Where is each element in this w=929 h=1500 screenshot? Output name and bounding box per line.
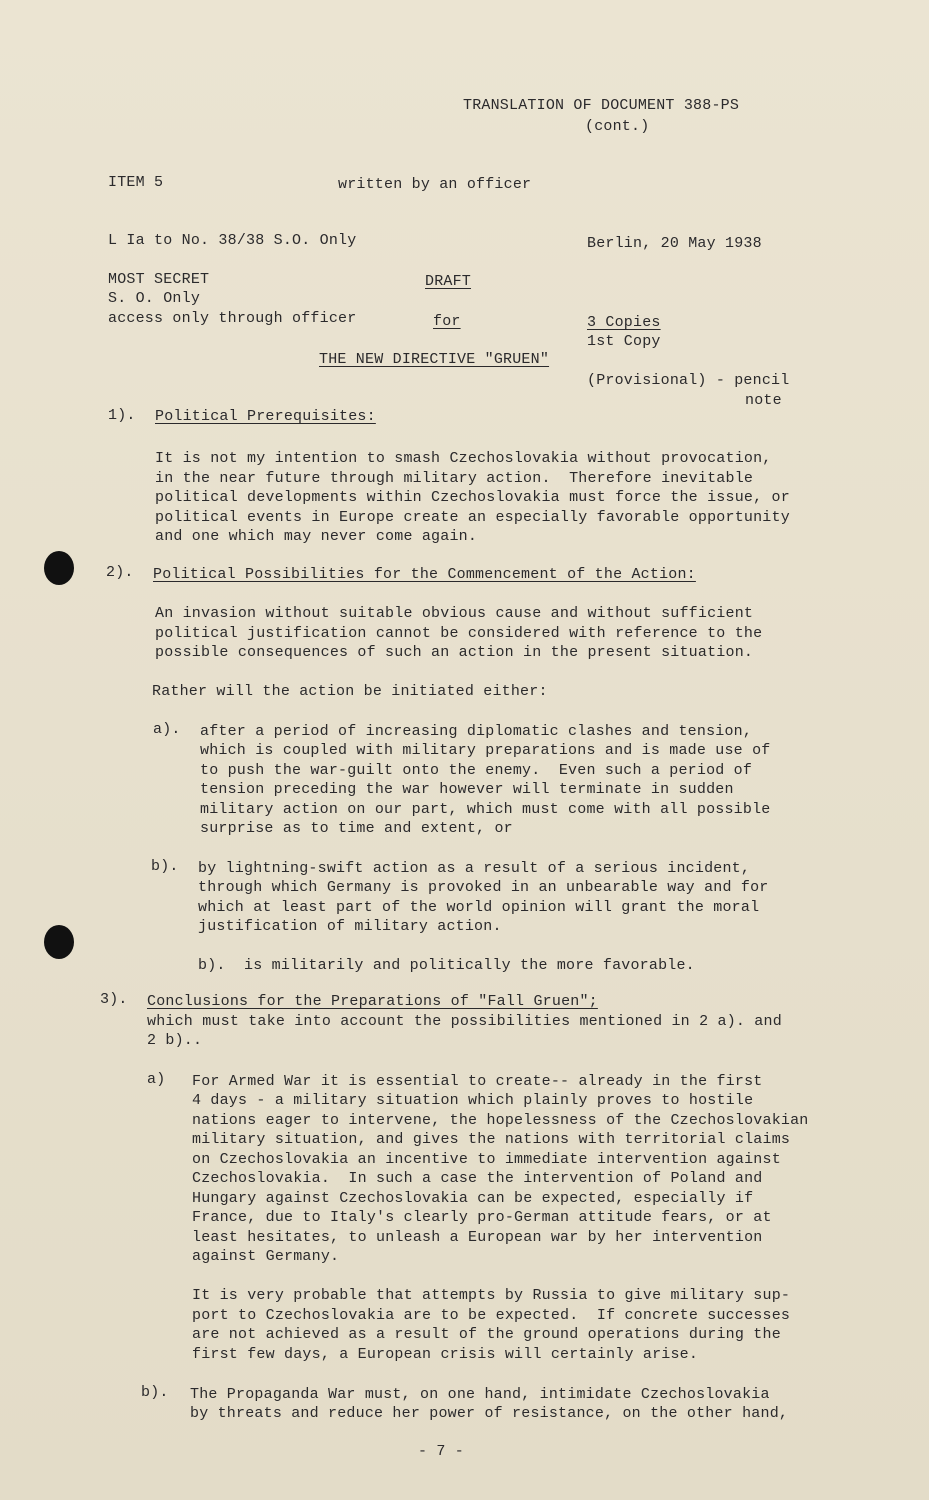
paragraph-line: It is not my intention to smash Czechoslovakia without provocation, [155,450,772,467]
paragraph-line: after a period of increasing diplomatic clashes and tension, [200,723,753,740]
list-label: b). [141,1384,169,1401]
item-label: ITEM 5 [108,174,164,191]
copy-number: 1st Copy [587,333,661,350]
paragraph-line: Hungary against Czechoslovakia can be expected, especially if [192,1190,754,1207]
section-number: 1). [108,407,136,424]
paragraph-line: 4 days - a military situation which plainly proves to hostile [192,1092,754,1109]
paragraph-line: through which Germany is provoked in an unbearable way and for [198,879,769,896]
paragraph-line: The Propaganda War must, on one hand, intimidate Czechoslovakia [190,1386,770,1403]
paragraph-line: military situation, and gives the nations with territorial claims [192,1131,791,1148]
paragraph-line: on Czechoslovakia an incentive to immediate intervention against [192,1151,781,1168]
classification-line: MOST SECRET [108,271,210,288]
paragraph-line: It is very probable that attempts by Russia to give military sup- [192,1287,791,1304]
paragraph-line: political events in Europe create an especially favorable opportunity [155,509,790,526]
paragraph-line: are not achieved as a result of the ground operations during the [192,1326,781,1343]
paragraph-line: b). is militarily and politically the more favorable. [198,957,695,974]
classification-line: access only through officer [108,310,357,327]
provisional-note: (Provisional) - pencil [587,372,790,389]
paragraph-line: by threats and reduce her power of resistance, on the other hand, [190,1405,789,1422]
paragraph-line: by lightning-swift action as a result of a serious incident, [198,860,751,877]
section-heading: Political Prerequisites: [155,408,376,425]
list-label: a). [153,721,181,738]
document-title: TRANSLATION OF DOCUMENT 388-PS [463,97,740,114]
paragraph-line: which at least part of the world opinion will grant the moral [198,899,760,916]
classification-line: S. O. Only [108,290,201,307]
paragraph-line: 2 b).. [147,1032,203,1049]
paragraph-line: least hesitates, to unleash a European war by her intervention [192,1229,763,1246]
paragraph-line: possible consequences of such an action in the present situation. [155,644,754,661]
reference-line: L Ia to No. 38/38 S.O. Only [108,232,357,249]
for-label: for [433,313,461,330]
paragraph-line: justification of military action. [198,918,502,935]
paragraph-line: Czechoslovakia. In such a case the intervention of Poland and [192,1170,763,1187]
section-number: 2). [106,564,134,581]
paragraph-line: Rather will the action be initiated either: [152,683,548,700]
copies-label: 3 Copies [587,314,661,331]
paragraph-line: For Armed War it is essential to create-- already in the first [192,1073,763,1090]
draft-label: DRAFT [425,273,472,290]
paragraph-line: first few days, a European crisis will certainly arise. [192,1346,699,1363]
paragraph-line: against Germany. [192,1248,340,1265]
paragraph-line: to push the war-guilt onto the enemy. Even such a period of [200,762,753,779]
section-heading: Political Possibilities for the Commencement of the Action: [153,566,696,583]
place-date: Berlin, 20 May 1938 [587,235,762,252]
list-label: b). [151,858,179,875]
paragraph-line: political developments within Czechoslovakia must force the issue, or [155,489,790,506]
paragraph-line: An invasion without suitable obvious cause and without sufficient [155,605,754,622]
paragraph-line: which must take into account the possibilities mentioned in 2 a). and [147,1013,782,1030]
list-label: a) [147,1071,166,1088]
provisional-note: note [745,392,782,409]
paragraph-line: surprise as to time and extent, or [200,820,513,837]
paragraph-line: and one which may never come again. [155,528,478,545]
item-note: written by an officer [338,176,532,193]
paragraph-line: nations eager to intervene, the hopelessness of the Czechoslovakian [192,1112,809,1129]
document-title-cont: (cont.) [585,118,650,135]
section-number: 3). [100,991,128,1008]
paragraph-line: which is coupled with military preparations and is made use of [200,742,771,759]
paragraph-line: in the near future through military action. Therefore inevitable [155,470,754,487]
paragraph-line: tension preceding the war however will terminate in sudden [200,781,734,798]
paragraph-line: political justification cannot be considered with reference to the [155,625,763,642]
punch-hole [44,551,74,585]
paragraph-line: France, due to Italy's clearly pro-German attitude fears, or at [192,1209,772,1226]
paragraph-line: port to Czechoslovakia are to be expected. If concrete successes [192,1307,791,1324]
directive-title: THE NEW DIRECTIVE "GRUEN" [319,351,550,368]
section-heading: Conclusions for the Preparations of "Fall Gruen"; [147,993,598,1010]
page-number: - 7 - [418,1443,465,1460]
paragraph-line: military action on our part, which must come with all possible [200,801,771,818]
punch-hole [44,925,74,959]
